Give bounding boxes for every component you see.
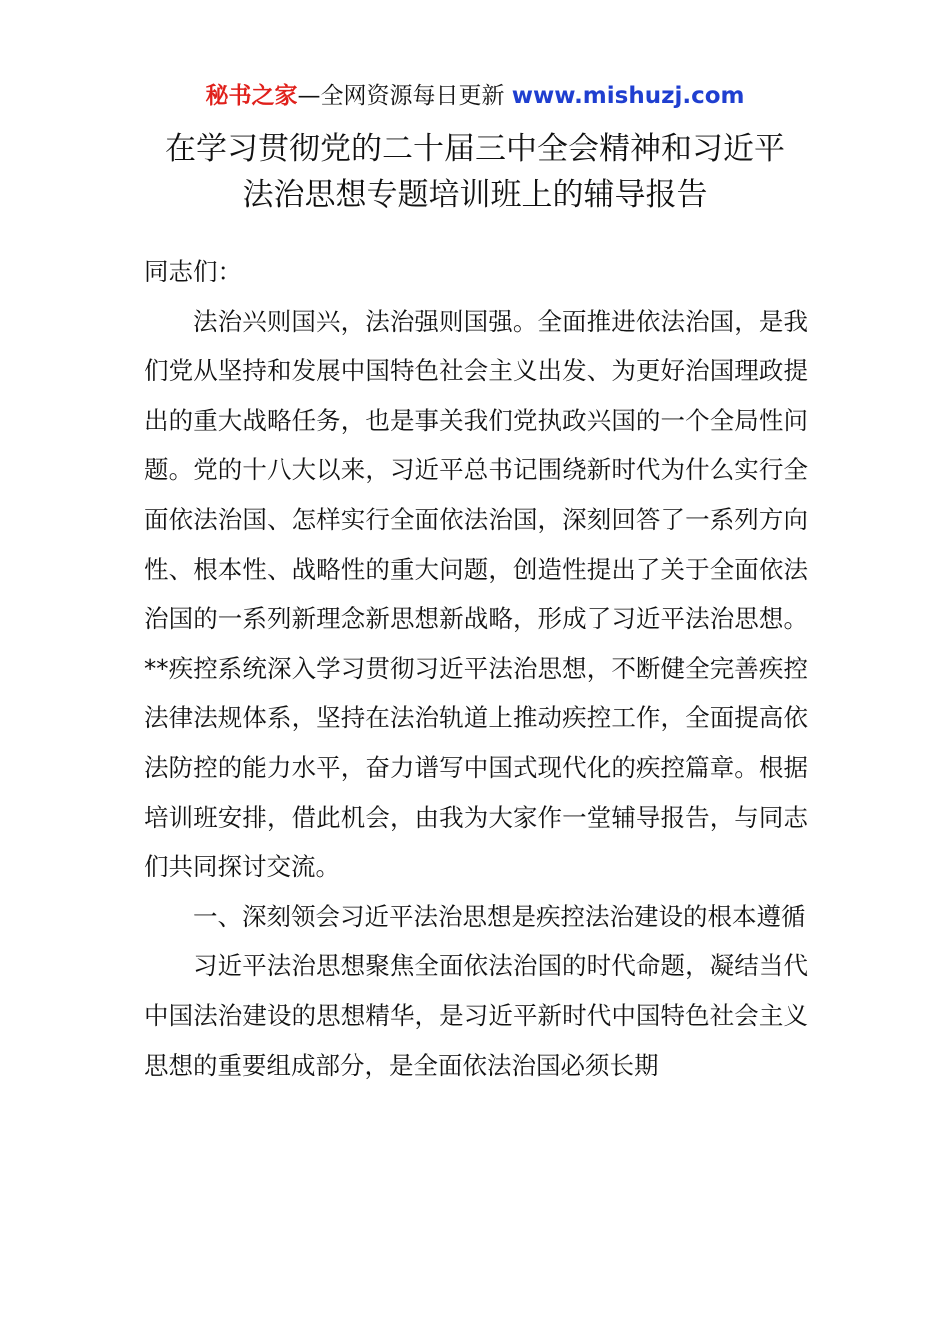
salutation: 同志们： xyxy=(144,257,242,286)
title-line-1: 在学习贯彻党的二十届三中全会精神和习近平 xyxy=(165,131,785,167)
site-url-link[interactable]: www.mishuzj.com xyxy=(511,83,745,109)
title-line-2: 法治思想专题培训班上的辅导报告 xyxy=(242,177,708,213)
document-title xyxy=(60,126,890,218)
paragraph-section-1: 习近平法治思想聚焦全面依法治国的时代命题，凝结当代中国法治建设的思想精华，是习近平新时代中国特色社会主义思想的重要组成部分，是全面依法治国必须长期 xyxy=(144,951,808,1080)
header-tagline: —全网资源每日更新 xyxy=(297,83,512,109)
document-body xyxy=(144,247,808,1090)
section-heading-1: 一、深刻领会习近平法治思想是疾控法治建设的根本遵循 xyxy=(193,901,806,931)
site-header xyxy=(0,80,950,112)
brand-name: 秘书之家 xyxy=(205,83,298,109)
paragraph-intro: 法治兴则国兴，法治强则国强。全面推进依法治国，是我们党从坚持和发展中国特色社会主义出发、为更好治国理政提出的重大战略任务，也是事关我们党执政兴国的一个全局性问题。党的十八大以来，习近平总书记围绕新时代为什么实行全面依法治国、怎样实行全面依法治国，深刻回答了一系列方向性、根本性、战略性的重大问题，创造性提出了关于全面依法治国的一系列新理念新思想新战略，形成了习近平法治思想。**疾控系统深入学习贯彻习近平法治思想，不断健全完善疾控法律法规体系，坚持在法治轨道上推动疾控工作，全面提高依法防控的能力水平，奋力谱写中国式现代化的疾控篇章。根据培训班安排，借此机会，由我为大家作一堂辅导报告，与同志们共同探讨交流。 xyxy=(144,306,808,882)
